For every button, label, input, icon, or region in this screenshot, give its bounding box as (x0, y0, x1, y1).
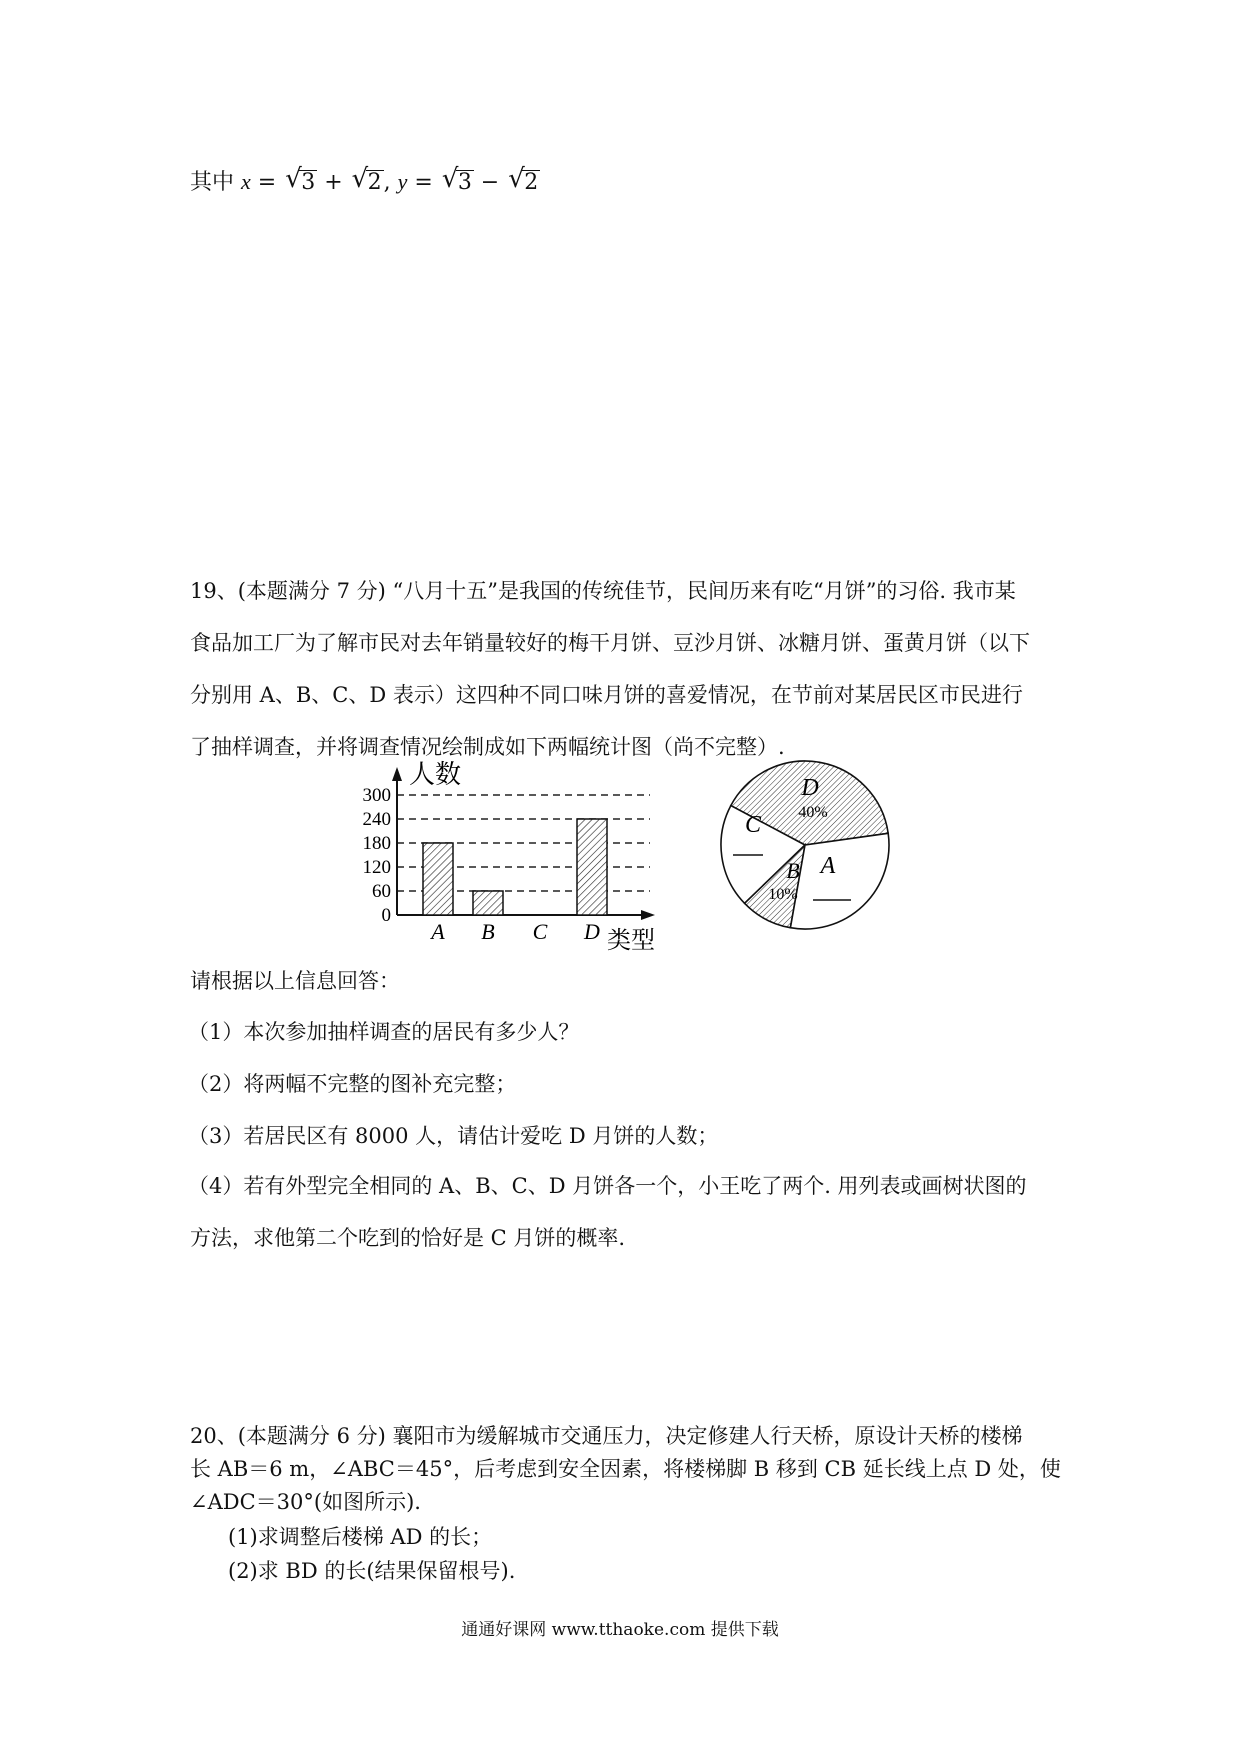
q19-line-1: 19、(本题满分 7 分) “八月十五”是我国的传统佳节，民间历来有吃“月饼”的习俗. 我市某 (190, 579, 1016, 603)
q19-line-2: 食品加工厂为了解市民对去年销量较好的梅干月饼、豆沙月饼、冰糖月饼、蛋黄月饼（以下 (190, 631, 1030, 655)
q20-sub-1: (1)求调整后楼梯 AD 的长； (228, 1525, 493, 1549)
equals-sign: = (407, 170, 440, 195)
q19-sub-3: （3）若居民区有 8000 人，请估计爱吃 D 月饼的人数； (188, 1124, 719, 1148)
q20-line-3: ∠ADC＝30°(如图所示). (190, 1490, 421, 1514)
sqrt-3: √ 3 (441, 164, 472, 195)
x-axis-arrow-icon (641, 910, 655, 920)
q19-sub-4-cont: 方法，求他第二个吃到的恰好是 C 月饼的概率. (190, 1226, 626, 1250)
sqrt-3: √ 3 (285, 164, 316, 195)
q19-prompt: 请根据以上信息回答： (190, 969, 400, 993)
bar-chart (345, 755, 680, 955)
x-variable: x (241, 169, 251, 194)
radicand: 2 (367, 170, 382, 195)
y-variable: y (397, 169, 408, 194)
sqrt-2: √ 2 (351, 164, 382, 195)
bar-D (577, 819, 607, 915)
radicand: 2 (524, 170, 539, 195)
pie-percent-D: 40% (798, 804, 828, 821)
q20-sub-2: (2)求 BD 的长(结果保留根号). (228, 1559, 516, 1583)
page-footer: 通通好课网 www.tthaoke.com 提供下载 (461, 1620, 779, 1640)
pie-label-A: A (820, 853, 836, 879)
pie-label-B: B (786, 858, 800, 883)
bar-A (423, 843, 453, 915)
minus-sign: − (473, 170, 507, 195)
q20-line-2: 长 AB＝6 m，∠ABC＝45°，后考虑到安全因素，将楼梯脚 B 移到 CB 延长线上点 D 处，使 (190, 1457, 1061, 1481)
pie-chart (715, 755, 895, 935)
pie-label-C: C (744, 812, 762, 838)
pie-label-D: D (801, 775, 819, 801)
radicand: 3 (457, 170, 472, 195)
x-tick-label: B (481, 919, 495, 944)
q20-line-1: 20、(本题满分 6 分) 襄阳市为缓解城市交通压力，决定修建人行天桥，原设计天桥的楼梯 (190, 1424, 1023, 1448)
y-tick-label: 0 (381, 905, 391, 926)
q19-line-4: 了抽样调查，并将调查情况绘制成如下两幅统计图（尚不完整）. (190, 735, 785, 759)
q18-prefix: 其中 (190, 170, 235, 195)
equals-sign: = (250, 170, 284, 195)
y-tick-label: 180 (362, 833, 391, 854)
y-tick-label: 60 (372, 881, 391, 902)
bar-B (473, 891, 503, 915)
y-tick-label: 240 (362, 809, 391, 830)
q19-sub-2: （2）将两幅不完整的图补充完整； (188, 1072, 517, 1096)
comma: , (383, 170, 398, 195)
radicand: 3 (301, 170, 316, 195)
y-axis-arrow-icon (392, 767, 402, 781)
x-axis-label: 类型 (607, 928, 655, 954)
x-tick-label: C (532, 919, 548, 944)
x-tick-label: D (584, 919, 600, 944)
x-tick-label: A (431, 919, 445, 944)
plus-sign: + (317, 170, 350, 195)
y-tick-label: 300 (362, 785, 391, 806)
q19-sub-4: （4）若有外型完全相同的 A、B、C、D 月饼各一个，小王吃了两个. 用列表或画树状图的 (188, 1174, 1027, 1198)
q19-sub-1: （1）本次参加抽样调查的居民有多少人？ (188, 1020, 580, 1044)
sqrt-2: √ 2 (508, 164, 539, 195)
y-axis-label: 人数 (409, 760, 462, 789)
pie-percent-B: 10% (768, 886, 798, 903)
q19-line-3: 分别用 A、B、C、D 表示）这四种不同口味月饼的喜爱情况，在节前对某居民区市民进行 (190, 683, 1023, 707)
pie-slice-A (790, 833, 889, 929)
q18-formula (190, 165, 540, 196)
y-tick-label: 120 (362, 857, 391, 878)
